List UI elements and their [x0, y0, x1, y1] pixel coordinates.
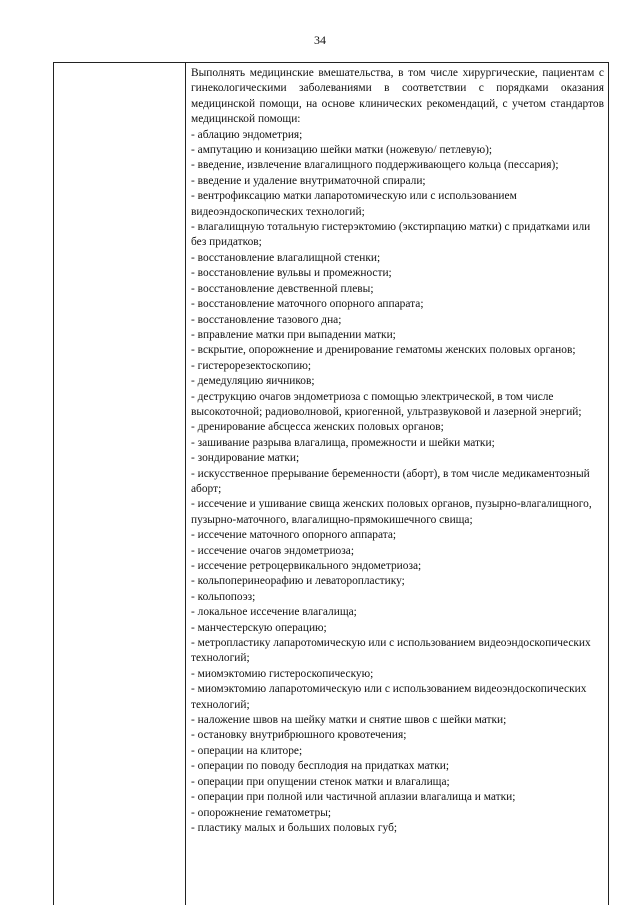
- procedure-list-item: - иссечение и ушивание свища женских половых органов, пузырно-влагалищного, пузырно-маточного, влагалищно-прямокишечного свища;: [191, 498, 592, 526]
- procedure-list-item: - манчестерскую операцию;: [191, 621, 327, 634]
- procedure-list-item: - аблацию эндометрия;: [191, 128, 303, 141]
- procedure-list-item: - введение и удаление внутриматочной спирали;: [191, 174, 426, 187]
- procedure-list-item: - локальное иссечение влагалища;: [191, 606, 357, 619]
- table-right-cell: [191, 66, 604, 836]
- procedure-list-item: - операции по поводу бесплодия на придатках матки;: [191, 760, 450, 773]
- procedure-list-item: - восстановление маточного опорного аппарата;: [191, 298, 424, 311]
- procedure-list-item: - восстановление тазового дна;: [191, 313, 342, 326]
- procedure-list-item: - вправление матки при выпадении матки;: [191, 328, 396, 341]
- procedure-list-item: - кольпоперинеорафию и леваторопластику;: [191, 575, 405, 588]
- document-table: [53, 62, 609, 905]
- procedure-list-item: - остановку внутрибрюшного кровотечения;: [191, 729, 407, 742]
- procedure-list-item: - иссечение маточного опорного аппарата;: [191, 529, 397, 542]
- procedure-list-item: - миомэктомию гистероскопическую;: [191, 667, 374, 680]
- procedure-list-item: - операции на клиторе;: [191, 744, 303, 757]
- procedure-list-item: - зашивание разрыва влагалища, промежности и шейки матки;: [191, 436, 495, 449]
- procedure-list-item: - метропластику лапаротомическую или с использованием видеоэндоскопических технологий;: [191, 637, 591, 665]
- procedure-list-item: - вентрофиксацию матки лапаротомическую или с использованием видеоэндоскопических технологий;: [191, 190, 517, 218]
- procedure-list-item: - иссечение ретроцервикального эндометриоза;: [191, 560, 422, 572]
- procedure-list-item: - деструкцию очагов эндометриоза с помощью электрической, в том числе высокоточной; радиоволновой, криогенной, ультразвуковой и лазерной энергий;: [191, 390, 582, 418]
- procedure-list-item: - иссечение очагов эндометриоза;: [191, 544, 354, 557]
- procedure-list: [191, 128, 604, 837]
- procedure-list-item: - влагалищную тотальную гистерэктомию (экстирпацию матки) с придатками или без придатков;: [191, 221, 591, 249]
- procedure-list-item: - демедуляцию яичников;: [191, 375, 315, 388]
- procedure-list-item: - восстановление вульвы и промежности;: [191, 267, 392, 280]
- page-number: 34: [314, 33, 326, 47]
- procedure-list-item: - операции при полной или частичной аплазии влагалища и матки;: [191, 791, 516, 804]
- procedure-list-item: - ампутацию и конизацию шейки матки (ножевую/ петлевую);: [191, 144, 493, 157]
- procedure-list-item: - миомэктомию лапаротомическую или с использованием видеоэндоскопических технологий;: [191, 683, 587, 711]
- procedure-list-item: - восстановление влагалищной стенки;: [191, 251, 381, 264]
- table-left-cell: [54, 63, 186, 905]
- procedure-list-item: - операции при опущении стенок матки и влагалища;: [191, 775, 450, 788]
- procedure-list-item: - дренирование абсцесса женских половых органов;: [191, 421, 444, 434]
- procedure-list-item: - опорожнение гематометры;: [191, 806, 332, 819]
- procedure-list-item: - наложение швов на шейку матки и снятие швов с шейки матки;: [191, 714, 507, 727]
- procedure-list-item: - искусственное прерывание беременности (аборт), в том числе медикаментозный аборт;: [191, 467, 590, 495]
- procedure-list-item: - введение, извлечение влагалищного поддерживающего кольца (пессария);: [191, 159, 559, 172]
- intro-paragraph: Выполнять медицинские вмешательства, в том числе хирургические, пациентам с гинекологическими заболеваниями в соответствии с порядками оказания медицинской помощи, на основе клинических рекомендаций, с учетом стандартов медицинской помощи:: [191, 67, 604, 126]
- procedure-list-item: - пластику малых и больших половых губ;: [191, 821, 398, 834]
- procedure-list-item: - гистерорезектоскопию;: [191, 359, 312, 372]
- procedure-list-item: - вскрытие, опорожнение и дренирование гематомы женских половых органов;: [191, 344, 576, 357]
- procedure-list-item: - кольпопоэз;: [191, 590, 256, 603]
- procedure-list-item: - зондирование матки;: [191, 452, 300, 465]
- procedure-list-item: - восстановление девственной плевы;: [191, 282, 374, 295]
